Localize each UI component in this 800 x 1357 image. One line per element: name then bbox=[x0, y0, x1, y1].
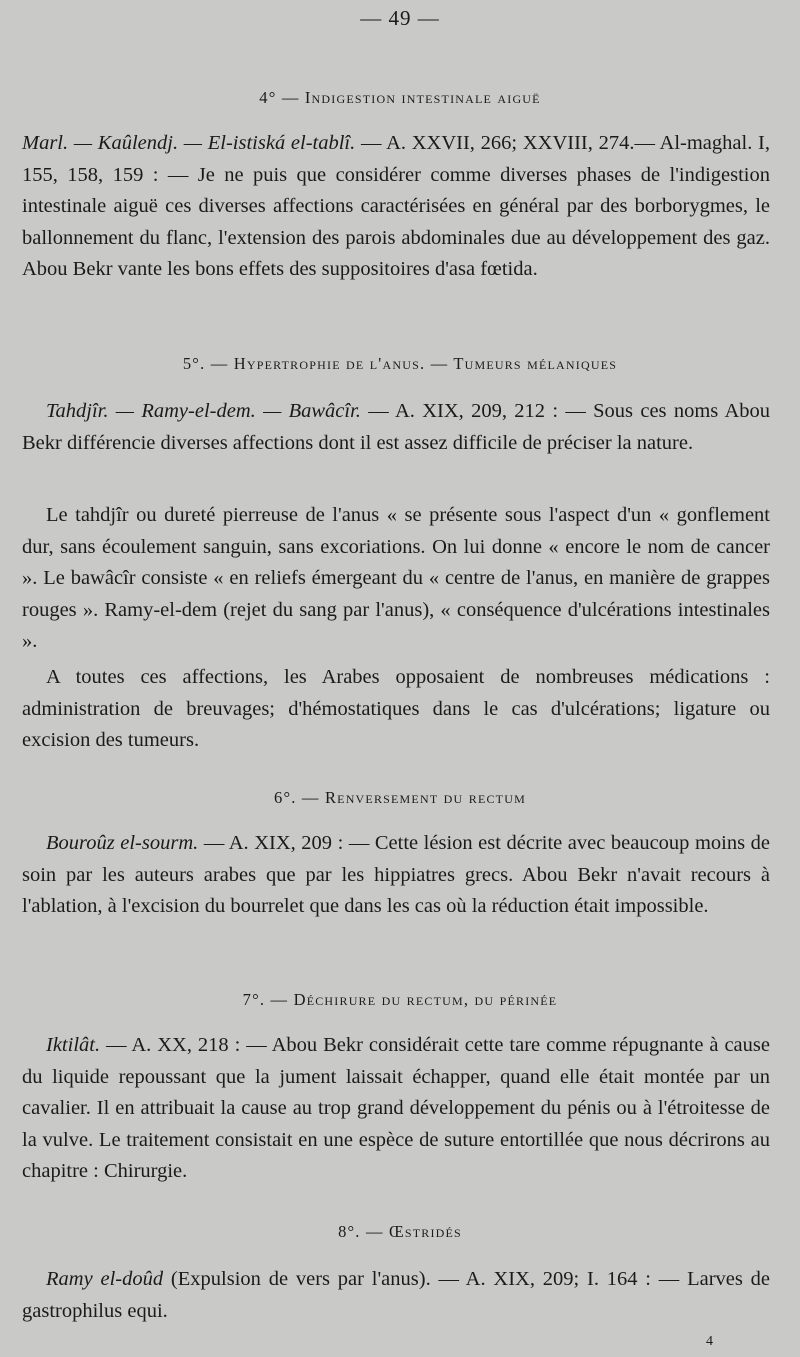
paragraph-8-1 bbox=[22, 1264, 770, 1327]
paragraph-6-1 bbox=[22, 828, 770, 923]
paragraph-lead: Iktilât. bbox=[46, 1034, 101, 1056]
paragraph-lead: Bouroûz el-sourm. bbox=[46, 832, 199, 854]
paragraph-4-1 bbox=[22, 128, 770, 286]
paragraph-text: — A. XXVII, 266; XXVIII, 274.— Al-maghal. I, 155, 158, 159 : — Je ne puis que considérer comme diverses phases de l'indigestion intestinale aiguë ces diverses affections caractérisées en général par des borborygmes, le ballonnement du flanc, l'extension des parois abdominales due au développement des gaz. Abou Bekr vante les bons effets des suppositoires d'asa fœtida. bbox=[22, 132, 771, 281]
section-heading-8: 8°. — Œstridés bbox=[338, 1222, 462, 1241]
paragraph-text: — A. XX, 218 : — Abou Bekr considérait cette tare comme répugnante à cause du liquide repoussant que la jument laissait échapper, quand elle était montée par un cavalier. Il en attribuait la cause au trop grand développement du pénis ou à l'étroitesse de la vulve. Le traitement consistait en une espèce de suture entortillée que nous décrirons au chapitre : Chirurgie. bbox=[22, 1034, 770, 1183]
paragraph-7-1 bbox=[22, 1030, 770, 1188]
signature-mark: 4 bbox=[706, 1334, 713, 1349]
section-heading-4: 4° — Indigestion intestinale aiguë bbox=[259, 88, 541, 107]
section-heading-5: 5°. — Hypertrophie de l'anus. — Tumeurs mélaniques bbox=[182, 354, 618, 373]
paragraph-text: (Expulsion de vers par l'anus). — A. XIX, 209; I. 164 : — Larves de gastrophilus equi. bbox=[22, 1268, 771, 1322]
paragraph-lead: Tahdjîr. — Ramy-el-dem. — Bawâcîr. bbox=[46, 400, 361, 422]
paragraph-lead: Marl. — Kaûlendj. — El-istiská el-tablî. bbox=[22, 132, 356, 154]
section-heading-6: 6°. — Renversement du rectum bbox=[274, 788, 526, 807]
paragraph-text: — A. XIX, 209, 212 : — Sous ces noms Abou Bekr différencie diverses affections dont il est assez difficile de préciser la nature. bbox=[22, 400, 771, 454]
paragraph-5-1 bbox=[22, 396, 770, 459]
paragraph-text: — A. XIX, 209 : — Cette lésion est décrite avec beaucoup moins de soin par les auteurs arabes que par les hippiatres grecs. Abou Bekr n'avait recours à l'ablation, à l'excision du bourrelet que dans les cas où la réduction était impossible. bbox=[22, 832, 770, 918]
page-number: — 49 — bbox=[360, 6, 440, 30]
paragraph-5-3: A toutes ces affections, les Arabes opposaient de nombreuses médications : administration de breuvages; d'hémostatiques dans le cas d'ulcérations; ligature ou excision des tumeurs. bbox=[22, 666, 770, 752]
section-heading-7: 7°. — Déchirure du rectum, du périnée bbox=[242, 990, 558, 1009]
paragraph-5-2: Le tahdjîr ou dureté pierreuse de l'anus « se présente sous l'aspect d'un « gonflement dur, sans écoulement sanguin, sans excoriations. On lui donne « encore le nom de cancer ». Le bawâcîr consiste « en reliefs émergeant du « centre de l'anus, en manière de grappes rouges ». Ramy-el-dem (rejet du sang par l'anus), « conséquence d'ulcérations intestinales ». bbox=[22, 504, 770, 653]
paragraph-lead: Ramy el-doûd bbox=[46, 1268, 164, 1290]
